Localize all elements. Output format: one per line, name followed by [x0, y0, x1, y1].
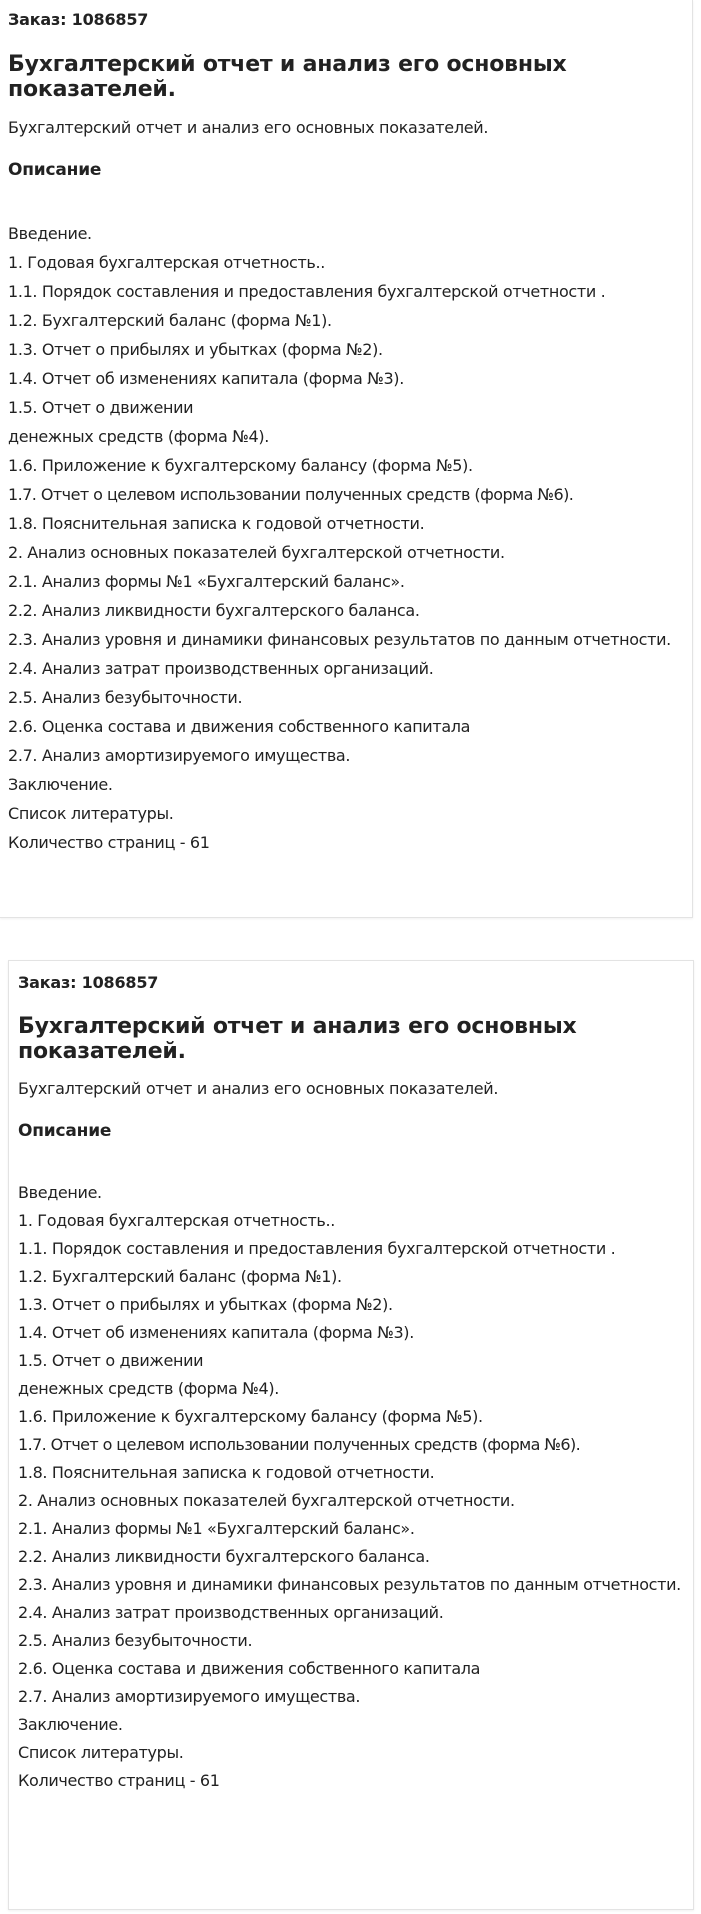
order-subtitle: Бухгалтерский отчет и анализ его основных показателей.	[8, 118, 489, 137]
toc-item: 1.1. Порядок составления и предоставления бухгалтерской отчетности .	[18, 1239, 616, 1258]
order-subtitle: Бухгалтерский отчет и анализ его основных показателей.	[18, 1079, 499, 1098]
order-number: Заказ: 1086857	[8, 10, 149, 29]
toc-item: Список литературы.	[18, 1743, 184, 1762]
toc-item: 1.4. Отчет об изменениях капитала (форма №3).	[18, 1323, 414, 1342]
toc-item: 1.4. Отчет об изменениях капитала (форма №3).	[8, 369, 404, 388]
toc-item: 2.2. Анализ ликвидности бухгалтерского баланса.	[8, 601, 420, 620]
toc-item: 2.6. Оценка состава и движения собственного капитала	[8, 717, 471, 736]
toc-item: 1. Годовая бухгалтерская отчетность..	[18, 1211, 335, 1230]
toc-item: Список литературы.	[8, 804, 174, 823]
toc-item: 2.7. Анализ амортизируемого имущества.	[18, 1687, 361, 1706]
toc-item: 2.1. Анализ формы №1 «Бухгалтерский баланс».	[18, 1519, 415, 1538]
toc-item: 1.7. Отчет о целевом использовании полученных средств (форма №6).	[8, 485, 574, 504]
order-number: Заказ: 1086857	[18, 973, 159, 992]
description-heading: Описание	[18, 1121, 112, 1141]
toc-item: 1.7. Отчет о целевом использовании полученных средств (форма №6).	[18, 1435, 581, 1454]
order-card-2	[8, 960, 694, 1910]
toc-item: 2.5. Анализ безубыточности.	[8, 688, 243, 707]
toc-item: 1.6. Приложение к бухгалтерскому балансу (форма №5).	[8, 456, 473, 475]
toc-item: 2. Анализ основных показателей бухгалтерской отчетности.	[8, 543, 505, 562]
toc-item: 2.7. Анализ амортизируемого имущества.	[8, 746, 351, 765]
toc-item: 2.2. Анализ ликвидности бухгалтерского баланса.	[18, 1547, 430, 1566]
toc-item: 2.4. Анализ затрат производственных организаций.	[8, 659, 434, 678]
toc-item: 1. Годовая бухгалтерская отчетность..	[8, 253, 325, 272]
toc-item: Введение.	[8, 224, 92, 243]
toc-item: 2.1. Анализ формы №1 «Бухгалтерский баланс».	[8, 572, 405, 591]
toc-item: Количество страниц - 61	[18, 1771, 220, 1790]
toc-item: Заключение.	[18, 1715, 123, 1734]
order-card-1	[0, 0, 693, 918]
toc-item: Введение.	[18, 1183, 102, 1202]
toc-item: 1.5. Отчет о движении	[18, 1351, 204, 1370]
toc-item: 2.4. Анализ затрат производственных организаций.	[18, 1603, 444, 1622]
toc-item: 2.3. Анализ уровня и динамики финансовых результатов по данным отчетности.	[18, 1575, 681, 1594]
description-heading: Описание	[8, 160, 102, 180]
toc-item: 1.2. Бухгалтерский баланс (форма №1).	[8, 311, 332, 330]
toc-item: денежных средств (форма №4).	[8, 427, 269, 446]
order-title: Бухгалтерский отчет и анализ его основных показателей.	[18, 1014, 577, 1064]
toc-item: денежных средств (форма №4).	[18, 1379, 279, 1398]
toc-item: Заключение.	[8, 775, 113, 794]
toc-item: 1.5. Отчет о движении	[8, 398, 194, 417]
toc-item: 1.3. Отчет о прибылях и убытках (форма №2).	[18, 1295, 393, 1314]
toc-item: 1.8. Пояснительная записка к годовой отчетности.	[18, 1463, 435, 1482]
toc-item: Количество страниц - 61	[8, 833, 210, 852]
toc-item: 2. Анализ основных показателей бухгалтерской отчетности.	[18, 1491, 515, 1510]
toc-item: 1.1. Порядок составления и предоставления бухгалтерской отчетности .	[8, 282, 606, 301]
table-of-contents	[8, 219, 688, 857]
toc-item: 2.3. Анализ уровня и динамики финансовых результатов по данным отчетности.	[8, 630, 671, 649]
order-title: Бухгалтерский отчет и анализ его основных показателей.	[8, 52, 567, 102]
toc-item: 1.6. Приложение к бухгалтерскому балансу (форма №5).	[18, 1407, 483, 1426]
toc-item: 1.8. Пояснительная записка к годовой отчетности.	[8, 514, 425, 533]
toc-item: 2.5. Анализ безубыточности.	[18, 1631, 253, 1650]
toc-item: 1.2. Бухгалтерский баланс (форма №1).	[18, 1267, 342, 1286]
toc-item: 1.3. Отчет о прибылях и убытках (форма №2).	[8, 340, 383, 359]
table-of-contents	[18, 1179, 688, 1795]
toc-item: 2.6. Оценка состава и движения собственного капитала	[18, 1659, 481, 1678]
